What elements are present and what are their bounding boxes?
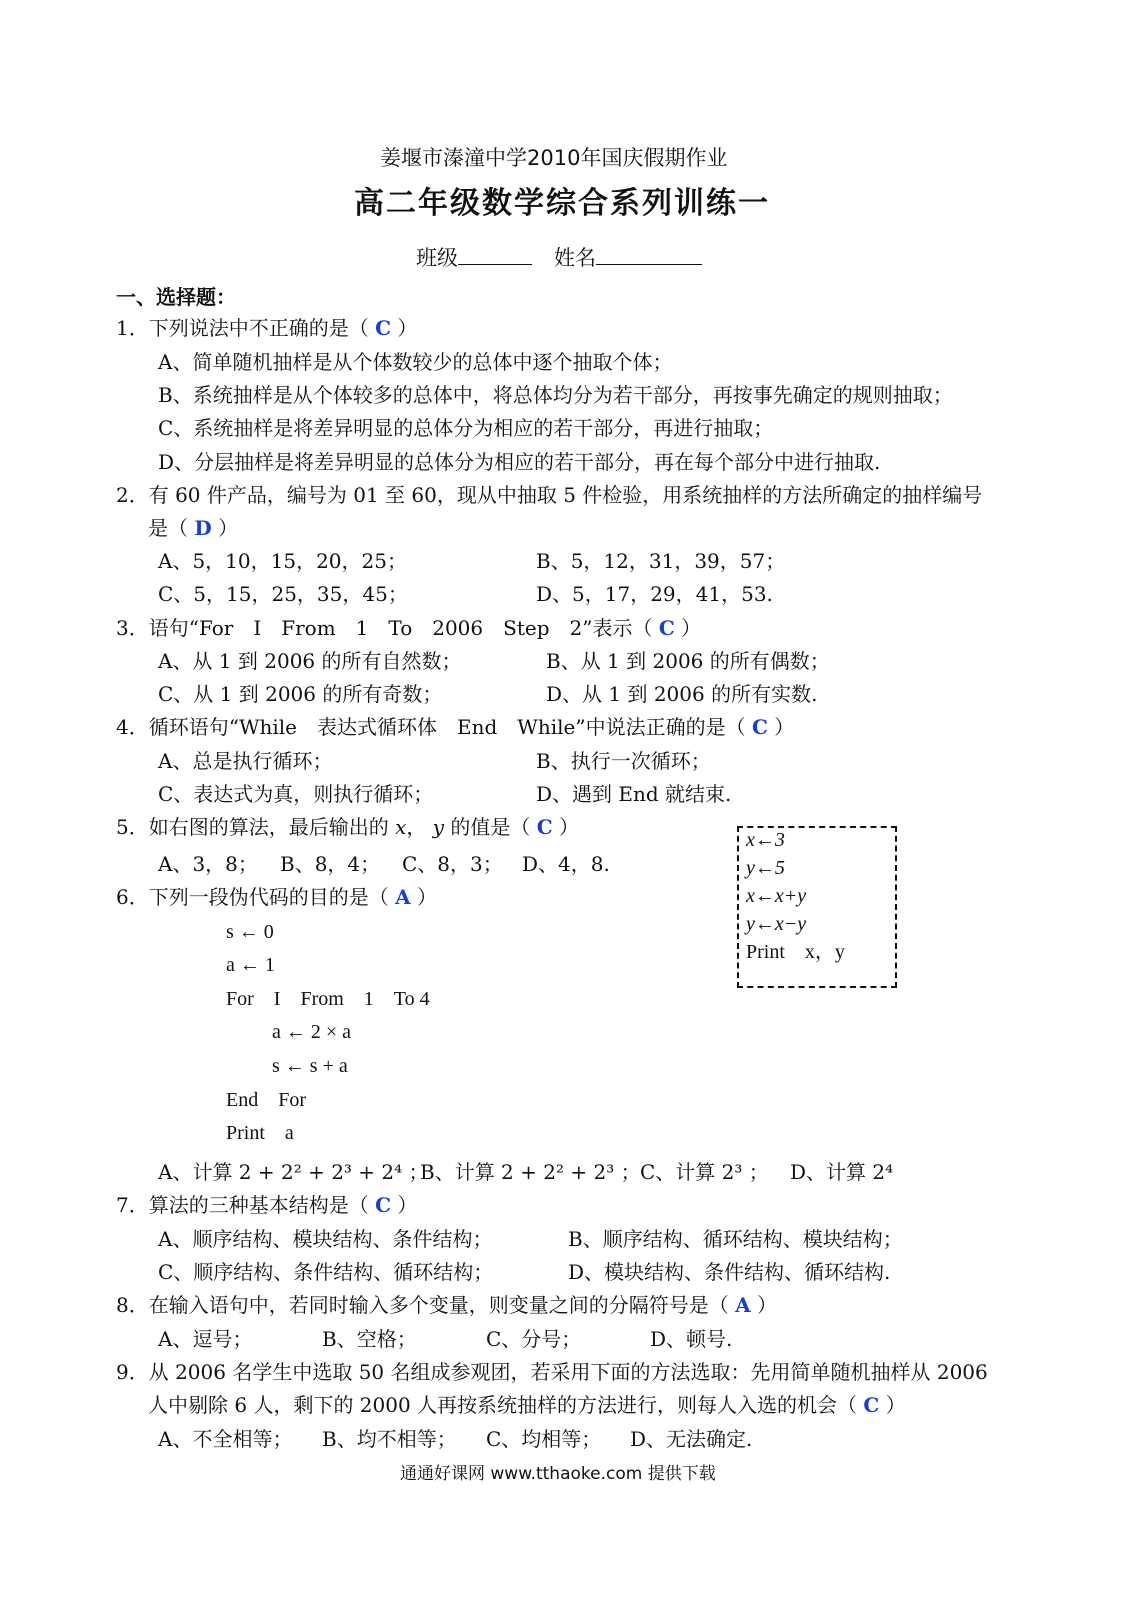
- class-blank: [458, 244, 532, 265]
- option: D、4，8.: [522, 852, 610, 876]
- option: C、均相等；: [486, 1427, 602, 1451]
- option: B、空格；: [322, 1327, 417, 1351]
- class-name-line: [416, 244, 702, 270]
- answer-letter: C: [751, 715, 768, 739]
- var-y: y: [432, 815, 445, 839]
- box-line: x←x+y: [746, 885, 807, 907]
- box-line: y←5: [746, 857, 785, 879]
- option: C、分号；: [486, 1327, 582, 1351]
- option: D、模块结构、条件结构、循环结构.: [568, 1260, 891, 1284]
- answer-letter: A: [395, 885, 411, 909]
- option: B、8，4；: [280, 852, 381, 876]
- code-line: a ← 2 × a: [272, 1021, 352, 1043]
- question-stem: 3．语句“For I From 1 To 2006 Step 2”表示（: [116, 616, 653, 640]
- question-stem: 1．下列说法中不正确的是（: [116, 316, 369, 340]
- option: B、从 1 到 2006 的所有偶数；: [546, 649, 830, 673]
- var-x: x: [395, 815, 407, 839]
- question-stem: 7．算法的三种基本结构是（: [116, 1193, 369, 1217]
- question-7: [116, 1193, 417, 1217]
- code-line: s ← 0: [226, 921, 274, 943]
- code-line: s ← s + a: [272, 1055, 348, 1077]
- bracket-close: ）: [559, 815, 580, 839]
- box-line: x←3: [746, 829, 785, 851]
- bracket-close: ）: [681, 616, 702, 640]
- bracket-close: ）: [756, 1293, 777, 1317]
- option: A、计算 2 + 2² + 2³ + 2⁴ ；: [158, 1160, 429, 1184]
- bracket-close: ）: [774, 715, 795, 739]
- option: A、简单随机抽样是从个体数较少的总体中逐个抽取个体；: [158, 350, 673, 374]
- question-2: 2．有 60 件产品，编号为 01 至 60，现从中抽取 5 件检验，用系统抽样的方法所确定的抽样编号: [116, 483, 983, 507]
- bracket-close: ）: [885, 1393, 906, 1417]
- separator: ，: [406, 815, 427, 839]
- question-stem: 的值是（: [450, 815, 531, 839]
- option: A、3，8；: [158, 852, 258, 876]
- code-line: For I From 1 To 4: [226, 988, 430, 1010]
- question-1: [116, 316, 417, 340]
- option: C、8，3；: [402, 852, 503, 876]
- question-9-cont: [148, 1393, 906, 1417]
- bracket-close: ）: [397, 1193, 418, 1217]
- option: A、从 1 到 2006 的所有自然数；: [158, 649, 462, 673]
- option: C、顺序结构、条件结构、循环结构；: [158, 1260, 494, 1284]
- question-5: [116, 815, 579, 839]
- name-label: 姓名: [554, 246, 596, 270]
- answer-letter: C: [536, 815, 553, 839]
- question-4: [116, 715, 794, 739]
- question-stem: 8．在输入语句中，若同时输入多个变量，则变量之间的分隔符号是（: [116, 1293, 729, 1317]
- code-line: Print a: [226, 1122, 294, 1144]
- question-3: [116, 616, 701, 640]
- answer-letter: A: [735, 1293, 751, 1317]
- answer-letter: D: [194, 516, 212, 540]
- option: D、5，17，29，41，53.: [536, 582, 773, 606]
- option: D、遇到 End 就结束.: [536, 782, 732, 806]
- answer-letter: C: [658, 616, 675, 640]
- option: A、顺序结构、模块结构、条件结构；: [158, 1227, 493, 1251]
- question-6: [116, 885, 437, 909]
- option: D、从 1 到 2006 的所有实数.: [546, 682, 818, 706]
- option: C、表达式为真，则执行循环；: [158, 782, 434, 806]
- option: D、无法确定.: [630, 1427, 753, 1451]
- option: A、逗号；: [158, 1327, 253, 1351]
- section-heading: 一、选择题：: [116, 285, 236, 309]
- class-label: 班级: [416, 246, 458, 270]
- option: B、顺序结构、循环结构、模块结构；: [568, 1227, 903, 1251]
- box-line: y←x−y: [746, 913, 807, 935]
- answer-letter: C: [375, 1193, 392, 1217]
- bracket-close: ）: [218, 516, 239, 540]
- code-line: a ← 1: [226, 954, 275, 976]
- bracket-close: ）: [416, 885, 437, 909]
- question-8: [116, 1293, 777, 1317]
- question-9: 9．从 2006 名学生中选取 50 名组成参观团，若采用下面的方法选取：先用简单随机抽样从 2006: [116, 1360, 988, 1384]
- option: B、5，12，31，39，57；: [536, 549, 786, 573]
- name-blank: [596, 244, 702, 265]
- option: B、均不相等；: [322, 1427, 457, 1451]
- option: D、计算 2⁴: [790, 1160, 894, 1184]
- question-stem: 人中剔除 6 人，剩下的 2000 人再按系统抽样的方法进行，则每人入选的机会（: [148, 1393, 858, 1417]
- option: D、顿号.: [650, 1327, 733, 1351]
- answer-letter: C: [863, 1393, 880, 1417]
- option: C、5，15，25，35，45；: [158, 582, 408, 606]
- question-stem: 是（: [148, 516, 188, 540]
- option: D、分层抽样是将差异明显的总体分为相应的若干部分，再在每个部分中进行抽取.: [158, 450, 881, 474]
- option: A、不全相等；: [158, 1427, 293, 1451]
- question-stem: 4．循环语句“While 表达式循环体 End While”中说法正确的是（: [116, 715, 746, 739]
- question-stem: 6．下列一段伪代码的目的是（: [116, 885, 389, 909]
- option: C、从 1 到 2006 的所有奇数；: [158, 682, 443, 706]
- option: C、系统抽样是将差异明显的总体分为相应的若干部分，再进行抽取；: [158, 416, 774, 440]
- option: B、系统抽样是从个体较多的总体中，将总体均分为若干部分，再按事先确定的规则抽取；: [158, 383, 953, 407]
- question-stem: 5．如右图的算法，最后输出的: [116, 815, 389, 839]
- school-line: 姜堰市溱潼中学2010年国庆假期作业: [380, 146, 728, 170]
- document-title: 高二年级数学综合系列训练一: [354, 186, 770, 221]
- option: B、执行一次循环；: [536, 749, 711, 773]
- option: A、5，10，15，20，25；: [158, 549, 407, 573]
- bracket-close: ）: [397, 316, 418, 340]
- code-line: End For: [226, 1089, 306, 1111]
- box-line: Print x，y: [746, 941, 845, 963]
- answer-letter: C: [375, 316, 392, 340]
- option: A、总是执行循环；: [158, 749, 333, 773]
- question-2-cont: [148, 516, 238, 540]
- footer-text: 通通好课网 www.tthaoke.com 提供下载: [400, 1464, 716, 1484]
- option: C、计算 2³ ；: [640, 1160, 769, 1184]
- option: B、计算 2 + 2² + 2³ ；: [420, 1160, 641, 1184]
